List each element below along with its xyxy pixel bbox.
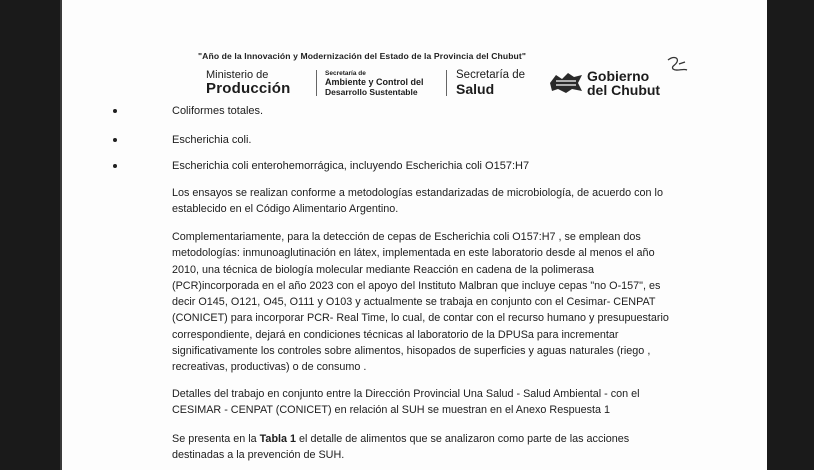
logo-ministerio-produccion	[206, 69, 291, 96]
paragraph-line: (CONICET) para incorporar PCR- Real Time, lo cual, de contar con el recurso humano y presupuestario	[172, 312, 669, 325]
logo-secretaria-ambiente	[325, 70, 424, 97]
handwritten-mark-icon	[665, 54, 691, 76]
paragraph-line: 2010, una técnica de biología molecular mediante Reacción en cadena de la polimerasa	[172, 263, 594, 276]
paragraph-complementariamente	[172, 229, 752, 376]
motto-text: "Año de la Innovación y Modernización del Estado de la Provincia del Chubut"	[198, 51, 527, 61]
logo-divider	[446, 70, 447, 96]
logo-salud-line2: Salud	[456, 81, 495, 97]
paragraph-detalles	[172, 386, 752, 419]
paragraph-line	[172, 431, 752, 447]
tabla-line-post: el detalle de alimentos que se analizaron como parte de las acciones	[296, 433, 630, 445]
paragraph-line: metodologías: inmunoaglutinación en látex, implementada en este laboratorio desde al menos el año	[172, 247, 655, 260]
list-item	[172, 134, 251, 146]
page-edge	[60, 0, 62, 470]
paragraph-line: destinadas a la prevención de SUH.	[172, 449, 345, 462]
paragraph-line: Complementariamente, para la detección de cepas de Escherichia coli O157:H7 , se emplean dos	[172, 231, 641, 243]
logo-ministerio-line2: Producción	[206, 80, 291, 97]
paragraph-line: decir O145, O121, O45, O111 y O103 y actualmente se trabaja en conjunto con el Cesimar- CENPAT	[172, 296, 656, 309]
list-item	[172, 160, 529, 172]
paragraph-line: CESIMAR - CENPAT (CONICET) en relación al SUH se muestran en el Anexo Respuesta 1	[172, 404, 611, 417]
logo-ambiente-line2: Ambiente y Control del	[325, 77, 424, 87]
paragraph-ensayos	[172, 185, 752, 218]
paragraph-line: correspondiente, dejará en condiciones técnicas al laboratorio de la DPUSa para incrementar	[172, 328, 619, 341]
paragraph-line: establecido en el Código Alimentario Argentino.	[172, 203, 399, 216]
logo-ministerio-line1: Ministerio de	[206, 69, 269, 81]
list-item	[172, 105, 263, 117]
paragraph-line: recreativas, productivas) o de consumo .	[172, 361, 367, 374]
logo-ambiente-line1: Secretaría de	[325, 70, 366, 77]
gobierno-emblem-icon	[548, 71, 584, 95]
logo-salud-line1: Secretaría de	[456, 69, 526, 81]
bullet-icon	[113, 138, 117, 142]
document-page	[60, 0, 767, 470]
logo-secretaria-salud	[456, 69, 525, 96]
paragraph-line: (PCR)incorporada en el año 2023 con el apoyo del Instituto Malbran que incluye cepas "no O-157", es	[172, 279, 661, 292]
logo-ambiente-line3: Desarrollo Sustentable	[325, 87, 418, 97]
paragraph-line: Los ensayos se realizan conforme a metodologías estandarizadas de microbiología, de acuerdo con lo	[172, 187, 663, 199]
bullet-icon	[113, 164, 117, 168]
logo-gobierno-line1: Gobierno	[587, 68, 650, 84]
logo-gobierno-chubut	[587, 69, 660, 97]
list-item-text: Escherichia coli.	[172, 134, 252, 146]
bullet-icon	[113, 109, 117, 113]
paragraph-line: significativamente los controles sobre alimentos, hisopados de superficies y aguas naturales (riego ,	[172, 345, 651, 358]
logo-divider	[316, 70, 317, 96]
list-item-text: Coliformes totales.	[172, 105, 264, 117]
paragraph-line: Detalles del trabajo en conjunto entre la Dirección Provincial Una Salud - Salud Ambiental - con el	[172, 388, 640, 400]
logo-gobierno-line2: del Chubut	[587, 82, 661, 98]
tabla-line-pre: Se presenta en la	[172, 433, 260, 445]
paragraph-tabla	[172, 431, 752, 464]
list-item-text: Escherichia coli enterohemorrágica, incluyendo Escherichia coli O157:H7	[172, 160, 530, 172]
tabla-reference: Tabla 1	[259, 433, 297, 445]
